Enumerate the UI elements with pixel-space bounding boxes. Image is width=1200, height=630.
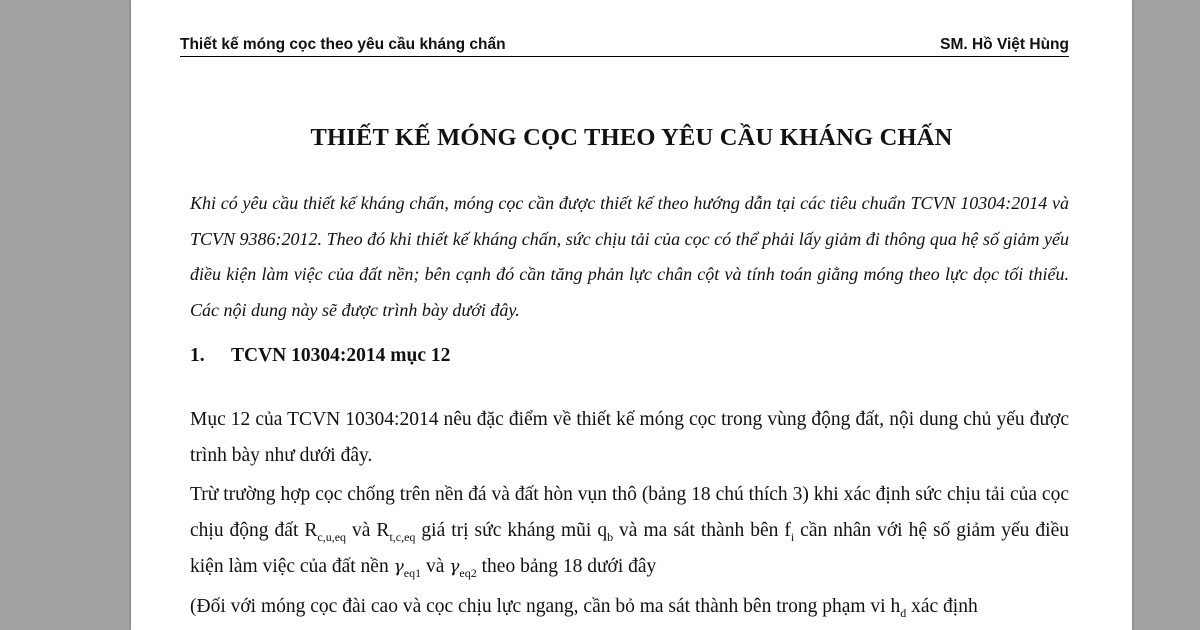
symbol-h: h xyxy=(890,596,901,617)
text-run: (Đối với móng cọc đài cao và cọc chịu lực ngang, cần bỏ ma sát thành bên trong phạm vi xyxy=(190,596,891,617)
text-run: giá trị sức kháng mũi xyxy=(415,520,598,541)
subscript: b xyxy=(607,529,614,544)
text-run: Trừ trường hợp cọc chống trên nền đá và đất hòn vụn thô (bảng 18 chú thích 3) khi xác định sức chịu tải của cọc chịu động đất xyxy=(190,484,1069,541)
running-header xyxy=(180,36,1069,57)
text-run: và xyxy=(421,556,450,577)
header-title: Thiết kế móng cọc theo yêu cầu kháng chấn xyxy=(180,36,506,53)
document-page xyxy=(131,0,1132,630)
subscript: eq1 xyxy=(403,565,422,580)
subscript: c,u,eq xyxy=(317,529,347,544)
paragraph-3 xyxy=(190,589,1069,625)
section-heading xyxy=(190,345,450,367)
subscript: d xyxy=(900,605,907,620)
text-run: xác định xyxy=(906,596,978,617)
subscript: i xyxy=(790,529,795,544)
symbol-gamma: γ xyxy=(449,557,460,577)
section-title: TCVN 10304:2014 mục 12 xyxy=(231,345,451,366)
subscript: eq2 xyxy=(459,565,477,580)
symbol-f: f xyxy=(784,520,791,541)
symbol-gamma: γ xyxy=(393,557,404,577)
subscript: t,c,eq xyxy=(389,529,416,544)
symbol-q: q xyxy=(597,520,608,541)
document-title: THIẾT KẾ MÓNG CỌC THEO YÊU CẦU KHÁNG CHẤN xyxy=(310,124,953,151)
text-run: cần nhân với hệ số giảm yếu điều kiện làm việc của đất nền xyxy=(190,520,1069,577)
symbol-r: R xyxy=(304,520,318,541)
text-run: theo bảng 18 dưới đây xyxy=(476,556,657,577)
intro-paragraph: Khi có yêu cầu thiết kế kháng chấn, móng cọc cần được thiết kế theo hướng dẫn tại các tiêu chuẩn TCVN 10304:2014 và TCVN 9386:2012. Theo đó khi thiết kế kháng chấn, sức chịu tải của cọc có thể phải lấy giảm đi thông qua hệ số giảm yếu điều kiện làm việc của đất nền; bên cạnh đó cần tăng phản lực chân cột và tính toán giằng móng theo lực dọc tối thiểu. Các nội dung này sẽ được trình bày dưới đây. xyxy=(190,193,1069,320)
header-author: SM. Hồ Việt Hùng xyxy=(940,36,1069,53)
paragraph-2 xyxy=(190,477,1069,585)
section-number: 1. xyxy=(190,345,205,366)
symbol-r: R xyxy=(376,520,390,541)
text-run: và xyxy=(346,520,377,541)
text-run: và ma sát thành bên xyxy=(613,520,785,541)
paragraph-1: Mục 12 của TCVN 10304:2014 nêu đặc điểm về thiết kế móng cọc trong vùng động đất, nội dung chủ yếu được trình bày như dưới đây. xyxy=(190,409,1069,466)
